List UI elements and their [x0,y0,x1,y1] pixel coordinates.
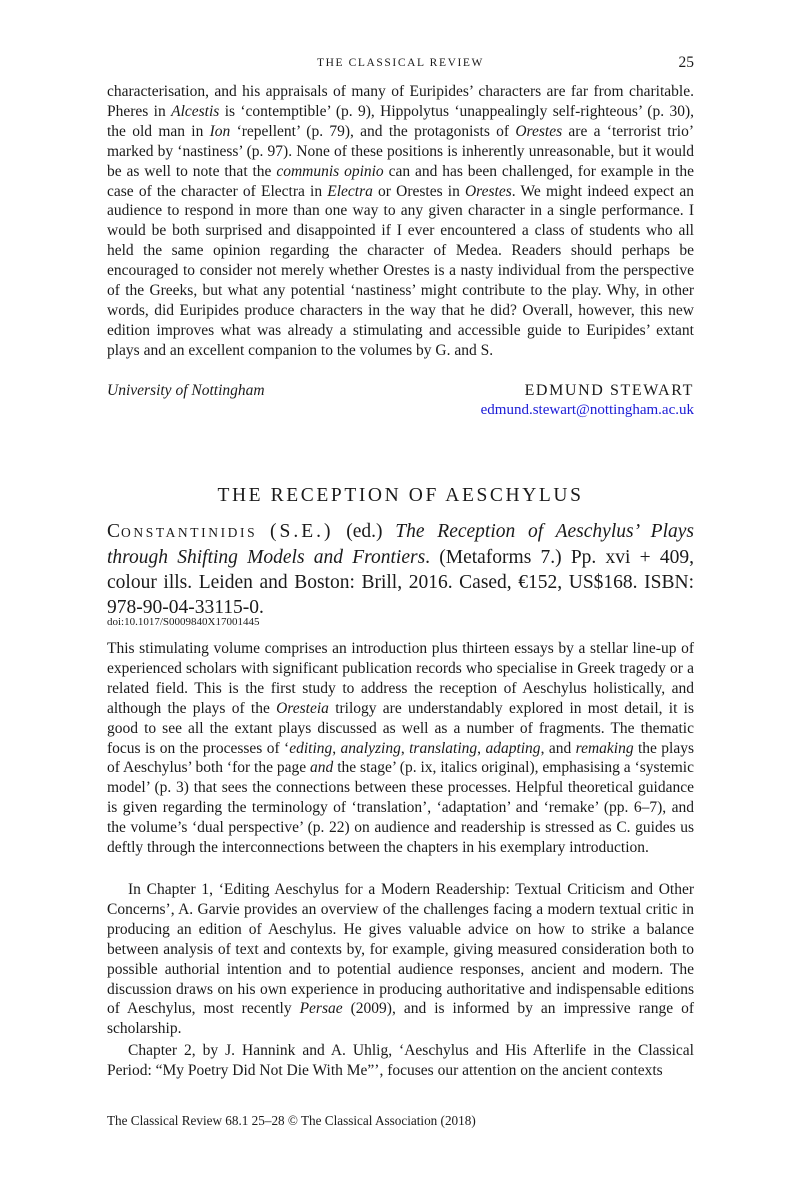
text-run: or Orestes in [372,182,465,200]
italic-run: Orestes [515,122,563,140]
text-run: trilogy are understandably explored in most detail, it is good to see all the extant plays discussed as well as a number of fragments. The thematic focus is on the processes of ‘ [107,699,694,757]
text-run: are a ‘terrorist trio’ marked by ‘nastiness’ (p. 97). None of these positions is inherently unreasonable, but it would be as well to note that the [107,122,694,180]
reviewer-affiliation: University of Nottingham [107,382,265,399]
italic-run: Ion [209,122,231,140]
text-run: , [477,739,486,757]
text-run: characterisation, and his appraisals of many of Euripides’ characters are far from charitable. Pheres in [107,83,694,120]
review-paragraph [107,639,694,858]
italic-run: communis opinio [276,162,384,180]
citation-details: . (Metaforms 7.) Pp. xvi + 409, colour ills. Leiden and Boston: Brill, 2016. Cased, €152, US$168. ISBN: 978-90-04-33115-0. [107,547,694,618]
italic-run: remaking [575,739,634,757]
italic-run: Electra [327,182,373,200]
text-run: is ‘contemptible’ (p. 9), Hippolytus ‘unappealingly self-righteous’ (p. 30), the old man in [107,102,694,140]
reviewer-email-link[interactable]: edmund.stewart@nottingham.ac.uk [480,402,694,418]
page-footer: The Classical Review 68.1 25–28 © The Classical Association (2018) [107,1113,476,1128]
text-run: Chapter 2, by J. Hannink and A. Uhlig, ‘Aeschylus and His Afterlife in the Classical Period: “My Poetry Did Not Die With Me”’, focuses our attention on the ancient contexts [107,1042,694,1079]
text-run: (2009), and is informed by an impressive range of scholarship. [107,1000,694,1038]
text-run: , [332,739,341,757]
journal-name: THE CLASSICAL REVIEW [316,57,484,69]
section-title: THE RECEPTION OF AESCHYLUS [217,485,584,506]
italic-run: adapting [485,739,541,757]
text-run: can and has been challenged, for example in the case of the character of Electra in [107,162,695,200]
text-run: . We might indeed expect an audience to respond in more than one way to any given character in a single performance. I would be both surprised and disappointed if I ever encountered a class of students who all held the same opinion regarding the character of Medea. Readers should perhaps be encouraged to consider not merely whether Orestes is a nasty individual from the perspective of the Greeks, but what any potential ‘nastiness’ might contribute to the play. Why, in other words, did Euripides produce characters in the way that he did? Overall, however, this new edition improves what was already a stimulating and accessible guide to Euripides’ extant plays and an excellent companion to the volumes by G. and S. [107,182,694,359]
text-run: ‘repellent’ (p. 79), and the protagonists of [230,122,516,140]
running-head [107,55,694,75]
italic-run: editing [289,739,333,757]
italic-run: Orestes [464,182,512,200]
italic-run: translating [409,739,478,757]
citation-ed: (ed.) [333,521,396,542]
text-run: , and [540,739,576,757]
citation-initials: (S.E.) [270,521,334,542]
text-run: This stimulating volume comprises an introduction plus thirteen essays by a stellar line-up of experienced scholars with significant publication records who specialise in Greek tragedy or a related field. This is the first study to address the reception of Aeschylus holistically, and although the plays of the [107,640,694,717]
review-paragraph [107,880,694,1039]
book-citation [107,519,694,620]
italic-run: Persae [299,1000,343,1018]
review-paragraph [107,82,694,361]
review-paragraph [107,1041,694,1081]
italic-run: and [310,759,334,777]
text-run: , [400,739,410,757]
reviewer-name: EDMUND STEWART [524,382,694,399]
citation-author-rest: ONSTANTINIDIS [121,525,258,540]
italic-run: Alcestis [171,102,220,120]
doi-link[interactable]: doi:10.1017/S0009840X17001445 [107,616,260,628]
text-run: the stage’ (p. ix, italics original), emphasising a ‘systemic model’ (p. 3) that sees the connections between these processes. Helpful theoretical guidance is given regarding the terminology of ‘translation’, ‘adaptation’ and ‘remake’ (pp. 6–7), and the volume’s ‘dual perspective’ (p. 22) on audience and readership is stressed as C. guides us deftly through the interconnections between the chapters in his exemplary introduction. [107,759,694,857]
italic-run: Oresteia [276,699,329,717]
italic-run: analyzing [340,739,401,757]
citation-book-title: The Reception of Aeschylus’ Plays through Shifting Models and Frontiers [107,521,694,568]
citation-author-initial: C [107,521,122,542]
text-run: In Chapter 1, ‘Editing Aeschylus for a Modern Readership: Textual Criticism and Other Concerns’, A. Garvie provides an overview of the challenges facing a modern textual critic in producing an edition of Aeschylus. He gives valuable advice on how to strike a balance between analysis of text and contexts by, for example, giving measured consideration both to possible authorial intention and to potential audience responses, ancient and modern. The discussion draws on his own experience in producing authoritative and indispensable editions of Aeschylus, most recently [107,881,694,1018]
page-number: 25 [678,54,694,71]
text-run: the plays of Aeschylus’ both ‘for the page [107,739,695,777]
